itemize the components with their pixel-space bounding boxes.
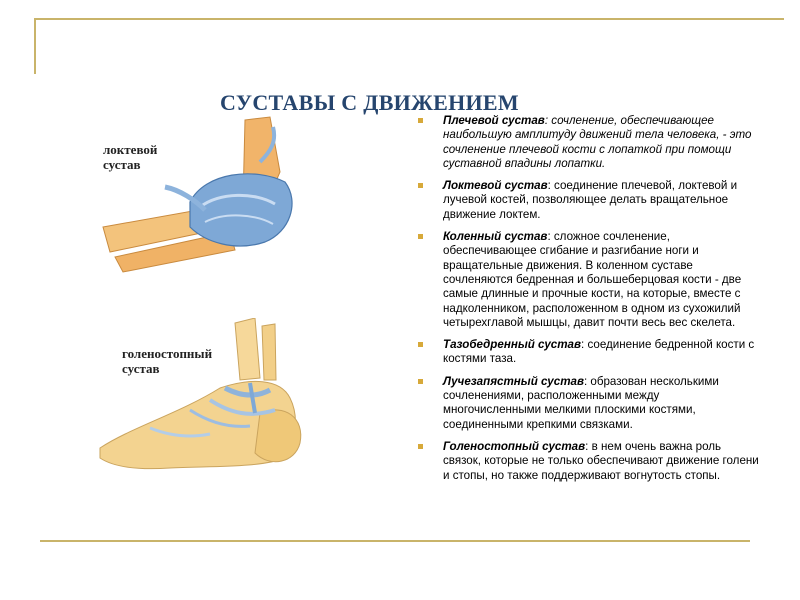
joint-description-list	[415, 114, 760, 491]
list-item-hip	[415, 338, 760, 367]
ankle-joint-illustration	[90, 318, 325, 483]
slide-title: СУСТАВЫ С ДВИЖЕНИЕМ	[220, 90, 519, 115]
text-wrist: : образован несколькими сочленениями, расположенными между многочисленными мелкими плоскими костями, соединенными крепкими связками.	[443, 374, 719, 431]
bullet-marker	[418, 118, 423, 123]
bullet-marker	[418, 342, 423, 347]
term-shoulder: Плечевой сустав	[443, 114, 545, 127]
term-knee: Коленный сустав	[443, 230, 548, 244]
list-item-elbow	[415, 179, 760, 222]
frame-line-bottom	[40, 540, 750, 542]
elbow-joint-label: локтевой сустав	[103, 142, 158, 172]
term-wrist: Лучезапястный сустав	[443, 374, 584, 388]
text-knee: : сложное сочленение, обеспечивающее сгибание и разгибание ноги и вращательные движения. В коленном суставе сочленяются бедренная и большеберцовая кости - две самые длинные и прочные кости, на которые, вместе с надколенником, расположенном в одном из сухожилий четырехглавой мышцы, давит почти весь вес скелета.	[443, 230, 742, 329]
bullet-marker	[418, 234, 423, 239]
bullet-marker	[418, 379, 423, 384]
list-item-knee	[415, 230, 760, 330]
text-ankle: : в нем очень важна роль связок, которые не только обеспечивают движение голени и стопы, но также поддерживают вогнутость стопы.	[443, 439, 759, 482]
frame-line-left	[34, 18, 36, 74]
term-ankle: Голеностопный сустав	[443, 439, 586, 453]
text-shoulder: : сочленение, обеспечивающее наибольшую амплитуду движений тела человека, - это сочленение плечевой кости с лопаткой при помощи суставной впадины лопатки.	[443, 114, 752, 170]
list-item-wrist	[415, 375, 760, 432]
bullet-marker	[418, 183, 423, 188]
text-hip: : соединение бедренной кости с костями таза.	[443, 338, 755, 366]
ankle-joint-label: голеностопный сустав	[122, 346, 213, 376]
text-elbow: : соединение плечевой, локтевой и лучевой костей, позволяющее делать вращательное движение локтем.	[443, 179, 738, 221]
elbow-joint-illustration	[95, 112, 320, 280]
bullet-marker	[418, 444, 423, 449]
term-elbow: Локтевой сустав	[443, 179, 548, 193]
frame-line-top	[34, 18, 784, 20]
list-item-ankle	[415, 440, 760, 483]
term-hip: Тазобедренный сустав	[443, 338, 581, 352]
list-item-shoulder	[415, 114, 760, 171]
